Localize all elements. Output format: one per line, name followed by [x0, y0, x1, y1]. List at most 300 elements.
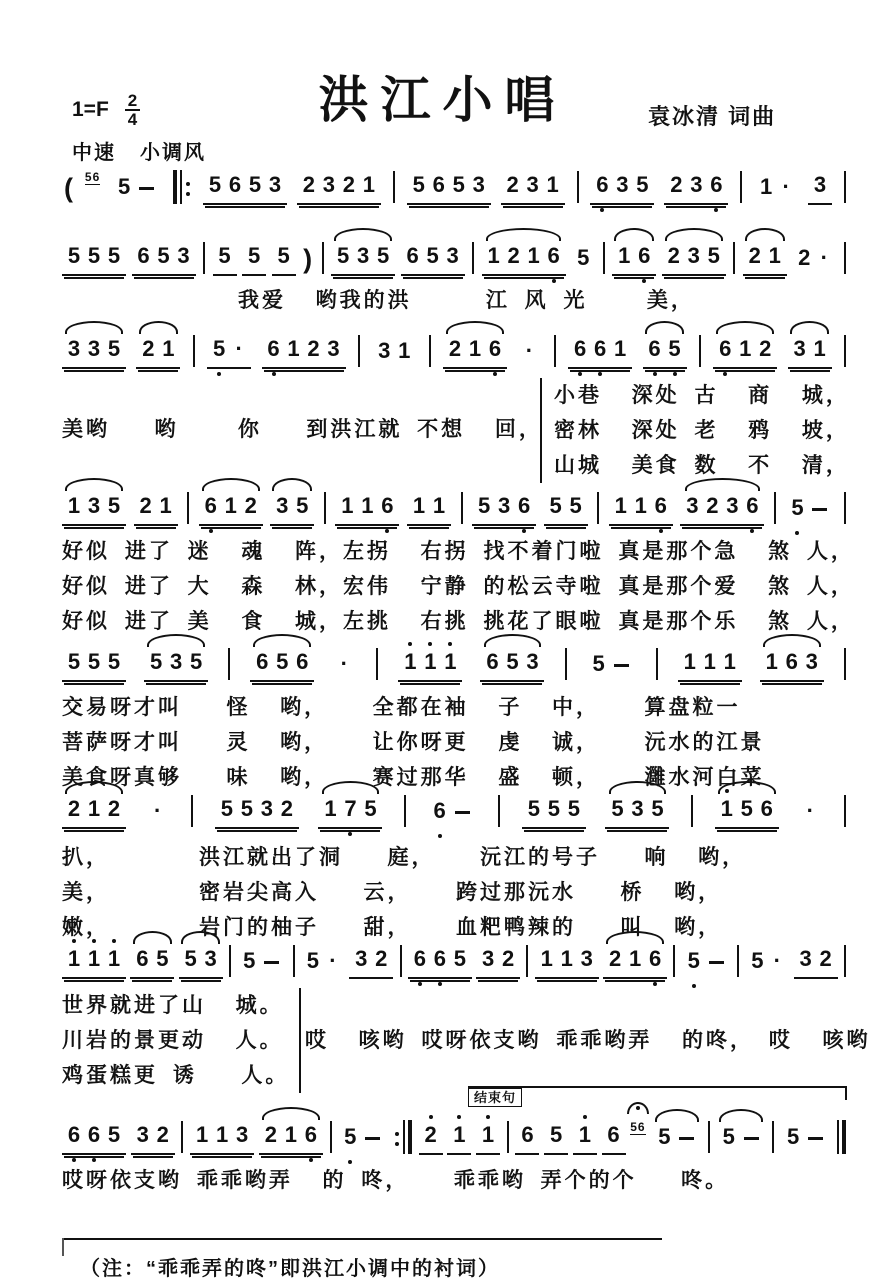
note: 5	[722, 1124, 735, 1149]
notation-line	[62, 648, 848, 682]
barline	[774, 492, 776, 524]
note: 3	[616, 172, 629, 197]
thin-bar	[837, 1120, 839, 1154]
note-group	[544, 493, 588, 526]
note: 3	[580, 946, 593, 971]
note: 5	[611, 796, 624, 821]
note-group	[144, 649, 208, 682]
note: 6	[645, 946, 665, 972]
note-group	[401, 243, 465, 276]
note: ·	[235, 336, 243, 361]
note: 5	[751, 948, 764, 973]
note: 2	[375, 946, 388, 971]
notation-line	[62, 242, 848, 276]
note-group	[215, 796, 299, 829]
notation-line	[62, 492, 848, 526]
note: 3	[67, 336, 81, 361]
note-group	[501, 172, 565, 205]
note: 1	[683, 649, 696, 674]
octave-down-dot	[653, 982, 657, 986]
note-group	[571, 245, 595, 276]
note: 2	[798, 245, 811, 270]
note: ·	[153, 798, 162, 823]
octave-down-dot	[522, 529, 526, 533]
barline	[400, 945, 402, 977]
note-group	[609, 493, 673, 526]
note-group	[664, 172, 728, 205]
note: 5	[550, 1122, 563, 1147]
note: 6	[201, 493, 221, 519]
note-group	[259, 1122, 323, 1155]
note: 1	[614, 493, 627, 518]
note: ·	[340, 651, 348, 676]
note: 5	[549, 493, 562, 518]
note-group	[318, 796, 382, 829]
note-group	[335, 493, 399, 526]
note: 6	[570, 336, 590, 362]
note: 3	[793, 336, 806, 361]
notation-line	[62, 335, 848, 369]
footnote: （注：“乖乖弄的咚”即洪江小调中的衬词）	[80, 1258, 500, 1280]
octave-down-dot	[385, 529, 389, 533]
note-group	[794, 946, 838, 979]
octave-up-dot	[457, 1115, 461, 1119]
note: 2	[244, 493, 257, 518]
lyric-row: 世界就进了山 城。	[62, 994, 284, 1017]
grace-notes: 56	[630, 1120, 645, 1135]
octave-down-dot	[418, 982, 422, 986]
note: 6	[377, 493, 397, 519]
octave-down-dot	[673, 372, 677, 376]
note-group	[643, 336, 687, 369]
note: 7	[340, 796, 360, 822]
thin-bar	[403, 1120, 405, 1154]
note: 1	[224, 493, 237, 518]
barline	[740, 171, 742, 203]
barline	[772, 1121, 774, 1153]
lyric-row: 川岩的景更动 人。	[62, 1029, 284, 1052]
barline	[844, 795, 846, 827]
note-group	[199, 493, 263, 526]
final-barline	[837, 1120, 846, 1154]
note: 6	[760, 796, 773, 821]
note: 3	[446, 243, 459, 268]
barline	[844, 242, 846, 274]
note-group	[146, 798, 170, 829]
note-group	[62, 649, 126, 682]
notation-system	[62, 242, 848, 276]
note-group	[207, 336, 251, 369]
note: 5	[506, 649, 519, 674]
note: 5	[107, 493, 121, 518]
note: 1	[575, 1122, 595, 1148]
note: 3	[260, 796, 273, 821]
barline	[733, 242, 735, 274]
note: 1	[739, 336, 752, 361]
note: 5	[67, 649, 81, 674]
note: 1	[449, 1122, 469, 1148]
note: 6	[742, 493, 762, 519]
note-group	[517, 338, 541, 369]
note: 5	[453, 946, 466, 971]
note: 3	[204, 946, 217, 971]
note: 5	[243, 948, 256, 973]
note: 1	[84, 946, 104, 972]
note: 6	[706, 172, 726, 198]
note: ·	[525, 338, 534, 363]
octave-down-dot	[659, 529, 663, 533]
note-group	[544, 1122, 568, 1155]
note: 3	[690, 172, 703, 197]
note: 1	[324, 796, 337, 821]
note: 5	[240, 796, 253, 821]
repeat-start-sign	[173, 170, 191, 204]
note-group	[297, 172, 381, 205]
octave-down-dot	[209, 529, 213, 533]
note: 1	[717, 796, 737, 822]
barline	[203, 242, 205, 274]
note: 6	[651, 493, 671, 519]
note: 6	[301, 1122, 321, 1148]
note: 1	[341, 493, 354, 518]
note-group	[131, 1122, 175, 1155]
dash-note	[679, 1137, 694, 1140]
octave-down-dot	[653, 372, 657, 376]
note: 3	[355, 946, 368, 971]
note-group	[515, 1122, 539, 1155]
note-group	[745, 948, 789, 979]
barline	[193, 335, 195, 367]
note: 5	[547, 796, 560, 821]
note: 5	[651, 796, 664, 821]
note: 2	[670, 172, 683, 197]
note: 2	[264, 1122, 277, 1147]
note: 5	[636, 172, 649, 197]
note-group	[272, 243, 296, 276]
note: 6	[514, 493, 534, 519]
note: 6	[715, 336, 735, 362]
lyric-row: 美哟 哟 你 到洪江就 不想 回，	[62, 418, 543, 441]
style-label: 小调风	[140, 142, 206, 164]
octave-down-dot	[92, 1158, 96, 1162]
lyric-row: 嫩， 岩门的柚子 甜， 血粑鸭辣的 叫 哟，	[62, 916, 723, 939]
note: 1	[540, 946, 553, 971]
lyric-block	[62, 840, 746, 945]
repeat-dot	[395, 1142, 399, 1146]
note: 3	[322, 172, 336, 197]
barline	[187, 492, 189, 524]
note: 1	[162, 336, 175, 361]
note-group	[372, 338, 416, 369]
thick-bar	[408, 1120, 412, 1154]
note: 3	[813, 172, 827, 197]
note: 6	[485, 336, 505, 362]
note: 3	[327, 336, 340, 361]
note: 3	[799, 946, 812, 971]
note: 5	[208, 172, 222, 197]
repeat-dot	[186, 192, 190, 196]
lyric-row: 菩萨呀才叫 灵 哟， 让你呀更 虔 诚， 沅水的江景	[62, 731, 765, 754]
note: 1	[614, 336, 627, 361]
barline	[554, 335, 556, 367]
notation-line	[62, 795, 848, 829]
note-group	[237, 948, 286, 979]
note-group	[398, 649, 462, 682]
note: 1	[813, 336, 826, 361]
note: ·	[773, 948, 781, 973]
note: 5	[184, 946, 197, 971]
note: 2	[448, 336, 462, 361]
note-group	[301, 948, 345, 979]
divider	[62, 1238, 662, 1240]
note: 1	[527, 243, 540, 268]
note: 2	[142, 336, 155, 361]
barline	[293, 945, 295, 977]
note: 3	[276, 493, 289, 518]
note: 3	[235, 1122, 249, 1147]
note-group	[242, 243, 266, 276]
lyric-block	[62, 690, 765, 795]
note: 5	[220, 796, 233, 821]
note-group	[573, 1122, 597, 1155]
octave-down-dot	[723, 372, 727, 376]
note-group	[349, 946, 393, 979]
note-group	[332, 651, 356, 682]
note: 5	[189, 649, 203, 674]
barline	[191, 795, 193, 827]
thick-bar	[842, 1120, 846, 1154]
note-group	[743, 243, 787, 276]
key-label: 1=F	[72, 98, 109, 121]
barline	[358, 335, 360, 367]
note: 5	[156, 946, 169, 971]
note: 5	[157, 243, 170, 268]
barline	[472, 242, 474, 274]
barline	[844, 945, 846, 977]
parenthesis: (	[64, 173, 73, 203]
note: 6	[592, 172, 612, 198]
note: 5	[67, 243, 81, 268]
barline	[498, 795, 500, 827]
note: 6	[84, 1122, 104, 1148]
barline	[181, 1121, 183, 1153]
note: 6	[521, 1122, 534, 1147]
note: 5	[477, 493, 491, 518]
note: 3	[526, 172, 539, 197]
note: 1	[362, 172, 376, 197]
note: 5	[377, 243, 390, 268]
barline	[393, 171, 395, 203]
note-group	[602, 1122, 626, 1155]
note-group	[250, 649, 314, 682]
note: 5	[364, 796, 377, 821]
dash-note	[812, 508, 827, 511]
barline	[737, 945, 739, 977]
barline	[673, 945, 675, 977]
note-group	[130, 946, 174, 979]
barline	[228, 648, 230, 680]
note-group	[603, 946, 667, 979]
note: 2	[280, 796, 293, 821]
lyric-row: 好似 进了 迷 魂 阵，左拐 右拐 找不着门啦 真是那个急 煞 人，	[62, 540, 855, 563]
lyric-row: 好似 进了 大 森 林，宏伟 宁静 的松云寺啦 真是那个爱 煞 人，	[62, 575, 855, 598]
lyric-row: 小巷 深处 古 商 城，	[554, 384, 850, 407]
tempo-label: 中速	[72, 142, 116, 164]
note-group	[612, 243, 656, 276]
note: 5	[87, 243, 101, 268]
note: 3	[136, 1122, 149, 1147]
lyric-row: 我爱 哟我的洪 江 风 光 美，	[238, 289, 695, 312]
octave-down-dot	[438, 834, 442, 838]
note: 5	[276, 649, 289, 674]
note: 2	[302, 172, 316, 197]
note-group	[338, 1124, 387, 1155]
notation-system	[62, 648, 848, 682]
barline	[229, 945, 231, 977]
note: 2	[307, 336, 320, 361]
lyric-row: 美， 密岩尖高入 云， 跨过那沅水 桥 哟，	[62, 881, 723, 904]
note-group	[62, 493, 126, 526]
barline	[565, 648, 567, 680]
note-group	[476, 946, 520, 979]
note: 6	[264, 336, 284, 362]
lyric-block	[305, 1023, 871, 1058]
time-denominator: 4	[127, 110, 138, 129]
lyric-row: 美食呀真够 味 哟， 赛过那华 盛 顿， 灉水河白菜	[62, 766, 765, 789]
note: ·	[782, 174, 790, 199]
barline	[844, 648, 846, 680]
octave-down-dot	[714, 208, 718, 212]
time-numerator: 2	[125, 92, 140, 111]
barline	[461, 492, 463, 524]
note: 1	[104, 946, 124, 972]
octave-down-dot	[750, 529, 754, 533]
note: 2	[502, 946, 515, 971]
note: 3	[805, 649, 818, 674]
note-group	[792, 245, 836, 276]
note: ·	[820, 245, 828, 270]
octave-down-dot	[578, 372, 582, 376]
dash-note	[808, 1137, 823, 1140]
barline	[322, 242, 324, 274]
note: 5	[247, 243, 261, 268]
barline	[656, 648, 658, 680]
note: 1	[412, 493, 426, 518]
note: 5	[527, 796, 540, 821]
octave-down-dot	[348, 832, 352, 836]
note: 3	[687, 243, 700, 268]
dash-note	[455, 811, 470, 814]
note: 2	[506, 172, 519, 197]
note: 2	[667, 243, 680, 268]
fermata-icon	[627, 1102, 649, 1114]
note: 5	[787, 1124, 800, 1149]
note-group	[112, 174, 161, 205]
note-group	[419, 1122, 443, 1155]
note: 3	[526, 649, 539, 674]
lyric-block	[540, 378, 850, 483]
note: 2	[107, 796, 121, 821]
note-group	[798, 798, 822, 829]
note: 5	[577, 245, 590, 270]
note: 5	[209, 336, 229, 362]
note: 5	[149, 649, 163, 674]
lyric-block	[62, 534, 855, 639]
note: 1	[159, 493, 172, 518]
note-group	[331, 243, 395, 276]
note: 1	[420, 649, 440, 675]
note-group	[408, 946, 472, 979]
notation-system	[62, 795, 848, 829]
barline	[597, 492, 599, 524]
note: 1	[723, 649, 736, 674]
note-group	[522, 796, 586, 829]
lyric-row: 扒， 洪江就出了洞 庭， 沅江的号子 响 哟，	[62, 846, 747, 869]
note-group	[480, 649, 544, 682]
lyric-block	[62, 988, 301, 1093]
notation-system	[62, 335, 848, 369]
barline	[844, 171, 846, 203]
octave-down-dot	[438, 982, 442, 986]
note: 5	[592, 651, 605, 676]
note: 5	[107, 243, 121, 268]
octave-down-dot	[598, 372, 602, 376]
note: 2	[421, 1122, 441, 1148]
note: 5	[107, 649, 121, 674]
note-group	[203, 172, 287, 205]
note: 1	[703, 649, 716, 674]
note: 5	[740, 796, 753, 821]
tempo-marking	[72, 136, 206, 165]
note: 5	[426, 243, 439, 268]
note: 6	[590, 336, 610, 362]
note: 1	[195, 1122, 209, 1147]
note-group	[587, 651, 636, 682]
note: 1	[361, 493, 374, 518]
lyric-row: 山城 美食 数 不 清，	[554, 454, 850, 477]
note: 3	[686, 493, 699, 518]
note-group	[717, 1124, 766, 1155]
note-group	[407, 493, 451, 526]
thin-bar	[180, 170, 182, 204]
page-title: 洪江小唱	[318, 72, 567, 128]
note: 6	[785, 649, 798, 674]
note: 1	[634, 493, 647, 518]
note-group	[472, 493, 536, 526]
note-group	[62, 243, 126, 276]
note: 5	[569, 493, 582, 518]
octave-down-dot	[309, 1158, 313, 1162]
dash-note	[709, 961, 724, 964]
note-group	[407, 172, 491, 205]
note: 6	[137, 243, 150, 268]
note: 5	[107, 336, 121, 361]
barline	[324, 492, 326, 524]
note: 2	[819, 946, 832, 971]
note-group	[605, 796, 669, 829]
note: 1	[287, 336, 300, 361]
note: 2	[67, 796, 81, 821]
note-group	[62, 1122, 126, 1155]
note: 5	[658, 1124, 671, 1149]
note: 1	[768, 243, 781, 268]
note: ·	[329, 948, 337, 973]
barline	[844, 492, 846, 524]
note: 2	[156, 1122, 169, 1147]
notation-line	[62, 1120, 848, 1155]
dash-note	[744, 1137, 759, 1140]
dash-note	[264, 961, 279, 964]
